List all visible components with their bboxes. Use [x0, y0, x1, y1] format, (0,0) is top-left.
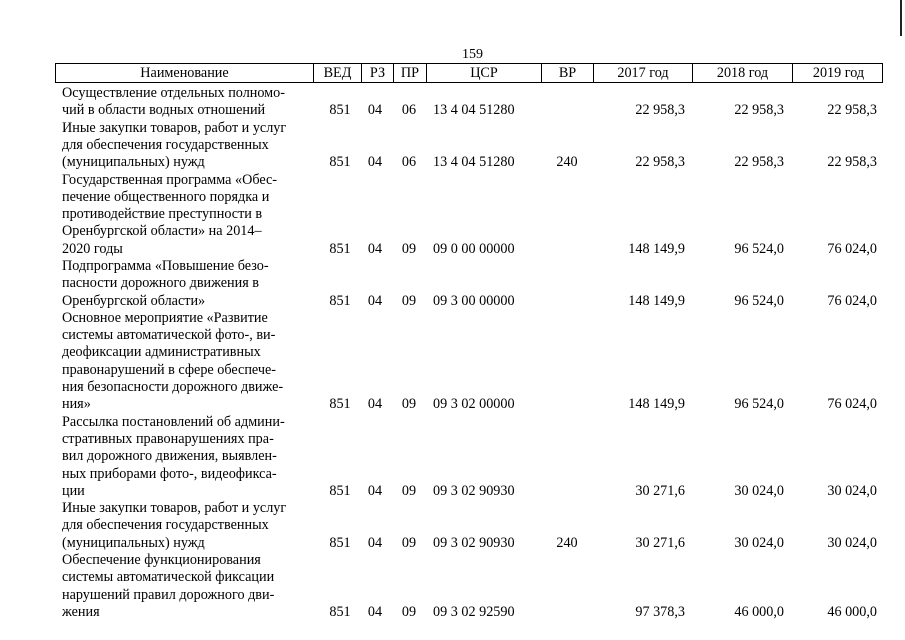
row-name-line: Рассылка постановлений об админи-: [62, 413, 285, 430]
row-csr: 09 0 00 00000: [433, 240, 515, 257]
row-name-line: Оренбургской области» на 2014–: [62, 223, 262, 240]
row-rz: 04: [367, 292, 383, 309]
row-pr: 09: [401, 292, 417, 309]
table-row: [62, 258, 892, 310]
row-name-line: ных приборами фото-, видеофикса-: [62, 465, 277, 482]
row-ved: 851: [329, 292, 351, 309]
header-pr: ПР: [393, 64, 426, 82]
table-row: [62, 85, 892, 120]
row-name-line: чий в области водных отношений: [62, 102, 266, 119]
header-vr: ВР: [541, 64, 593, 82]
row-rz: 04: [367, 534, 383, 551]
row-2018: 96 524,0: [734, 240, 784, 257]
row-name-line: (муниципальных) нужд: [62, 534, 205, 551]
row-name-line: Государственная программа «Обес-: [62, 171, 278, 188]
row-rz: 04: [367, 603, 383, 620]
row-ved: 851: [329, 154, 351, 171]
row-name-line: системы автоматической фиксации: [62, 569, 275, 586]
row-csr: 09 3 02 90930: [433, 482, 515, 499]
row-ved: 851: [329, 534, 351, 551]
row-2019: 30 024,0: [827, 534, 877, 551]
row-2019: 22 958,3: [827, 154, 877, 171]
row-name: [62, 414, 312, 500]
row-2019: 76 024,0: [827, 396, 877, 413]
row-2017: 148 149,9: [628, 396, 685, 413]
row-rz: 04: [367, 396, 383, 413]
header-name: Наименование: [140, 65, 229, 81]
row-name-line: Осуществление отдельных полномо-: [62, 85, 285, 101]
row-name-line: системы автоматической фото-, ви-: [62, 327, 276, 344]
row-2019: 22 958,3: [827, 102, 877, 119]
row-2018: 30 024,0: [734, 534, 784, 551]
row-pr: 06: [401, 154, 417, 171]
row-2017: 148 149,9: [628, 240, 685, 257]
row-2017: 148 149,9: [628, 292, 685, 309]
row-name-line: Обеспечение функционирования: [62, 552, 261, 569]
row-csr: 09 3 00 00000: [433, 292, 515, 309]
row-2017: 30 271,6: [635, 482, 685, 499]
row-2018: 22 958,3: [734, 102, 784, 119]
row-name-line: (муниципальных) нужд: [62, 154, 205, 171]
row-2017: 97 378,3: [635, 603, 685, 620]
row-name: [62, 500, 312, 552]
row-2018: 96 524,0: [734, 292, 784, 309]
row-name-line: противодействие преступности в: [62, 206, 263, 223]
row-name-line: ния безопасности дорожного движе-: [62, 379, 284, 396]
row-ved: 851: [329, 240, 351, 257]
row-2018: 30 024,0: [734, 482, 784, 499]
row-name-line: стративных правонарушениях пра-: [62, 430, 274, 447]
row-name-line: печение общественного порядка и: [62, 188, 270, 205]
row-csr: 13 4 04 51280: [433, 102, 515, 119]
row-pr: 09: [401, 240, 417, 257]
row-name-line: Оренбургской области»: [62, 292, 206, 309]
row-2017: 22 958,3: [635, 154, 685, 171]
row-pr: 09: [401, 396, 417, 413]
row-csr: 09 3 02 90930: [433, 534, 515, 551]
row-ved: 851: [329, 396, 351, 413]
row-rz: 04: [367, 154, 383, 171]
row-csr: 09 3 02 92590: [433, 603, 515, 620]
row-csr: 09 3 02 00000: [433, 396, 515, 413]
row-2019: 30 024,0: [827, 482, 877, 499]
row-name: [62, 258, 312, 310]
header-rz: РЗ: [361, 64, 393, 82]
row-name-line: Иные закупки товаров, работ и услуг: [62, 500, 287, 517]
row-2019: 76 024,0: [827, 292, 877, 309]
row-name-line: Основное мероприятие «Развитие: [62, 309, 268, 326]
row-name-line: Иные закупки товаров, работ и услуг: [62, 119, 287, 136]
row-2017: 22 958,3: [635, 102, 685, 119]
row-name: [62, 120, 312, 172]
row-2017: 30 271,6: [635, 534, 685, 551]
row-2019: 46 000,0: [827, 603, 877, 620]
header-ved: ВЕД: [313, 64, 361, 82]
row-csr: 13 4 04 51280: [433, 154, 515, 171]
table-row: [62, 310, 892, 414]
row-name: [62, 310, 312, 414]
row-name-line: 2020 годы: [62, 240, 123, 257]
table-row: [62, 500, 892, 552]
row-pr: 09: [401, 482, 417, 499]
row-2019: 76 024,0: [827, 240, 877, 257]
row-rz: 04: [367, 102, 383, 119]
row-2018: 22 958,3: [734, 154, 784, 171]
table-row: [62, 552, 892, 621]
row-name-line: для обеспечения государственных: [62, 136, 269, 153]
row-name-line: вил дорожного движения, выявлен-: [62, 448, 277, 465]
row-name-line: жения: [62, 603, 100, 620]
table-row: [62, 120, 892, 172]
row-pr: 06: [401, 102, 417, 119]
row-2018: 96 524,0: [734, 396, 784, 413]
page-number: 159: [462, 47, 483, 62]
margin-line: [900, 0, 902, 36]
header-csr: ЦСР: [426, 64, 541, 82]
row-name-line: нарушений правил дорожного дви-: [62, 586, 275, 603]
row-2018: 46 000,0: [734, 603, 784, 620]
header-2019: 2019 год: [792, 64, 884, 82]
row-rz: 04: [367, 482, 383, 499]
row-name-line: для обеспечения государственных: [62, 517, 269, 534]
table-header: [55, 63, 883, 83]
table-row: [62, 172, 892, 259]
row-name-line: ния»: [62, 396, 91, 413]
row-ved: 851: [329, 603, 351, 620]
row-name-line: пасности дорожного движения в: [62, 275, 259, 292]
row-name: [62, 552, 312, 621]
row-name-line: правонарушений в сфере обеспече-: [62, 361, 277, 378]
row-ved: 851: [329, 482, 351, 499]
row-name: [62, 85, 312, 120]
row-pr: 09: [401, 603, 417, 620]
row-name: [62, 172, 312, 258]
header-2018: 2018 год: [692, 64, 792, 82]
row-name-line: ции: [62, 482, 85, 499]
header-2017: 2017 год: [593, 64, 692, 82]
row-rz: 04: [367, 240, 383, 257]
row-vr: 240: [556, 154, 578, 171]
row-pr: 09: [401, 534, 417, 551]
table-row: [62, 414, 892, 501]
row-name-line: деофиксации административных: [62, 344, 261, 361]
row-ved: 851: [329, 102, 351, 119]
row-name-line: Подпрограмма «Повышение безо-: [62, 258, 269, 274]
row-vr: 240: [556, 534, 578, 551]
